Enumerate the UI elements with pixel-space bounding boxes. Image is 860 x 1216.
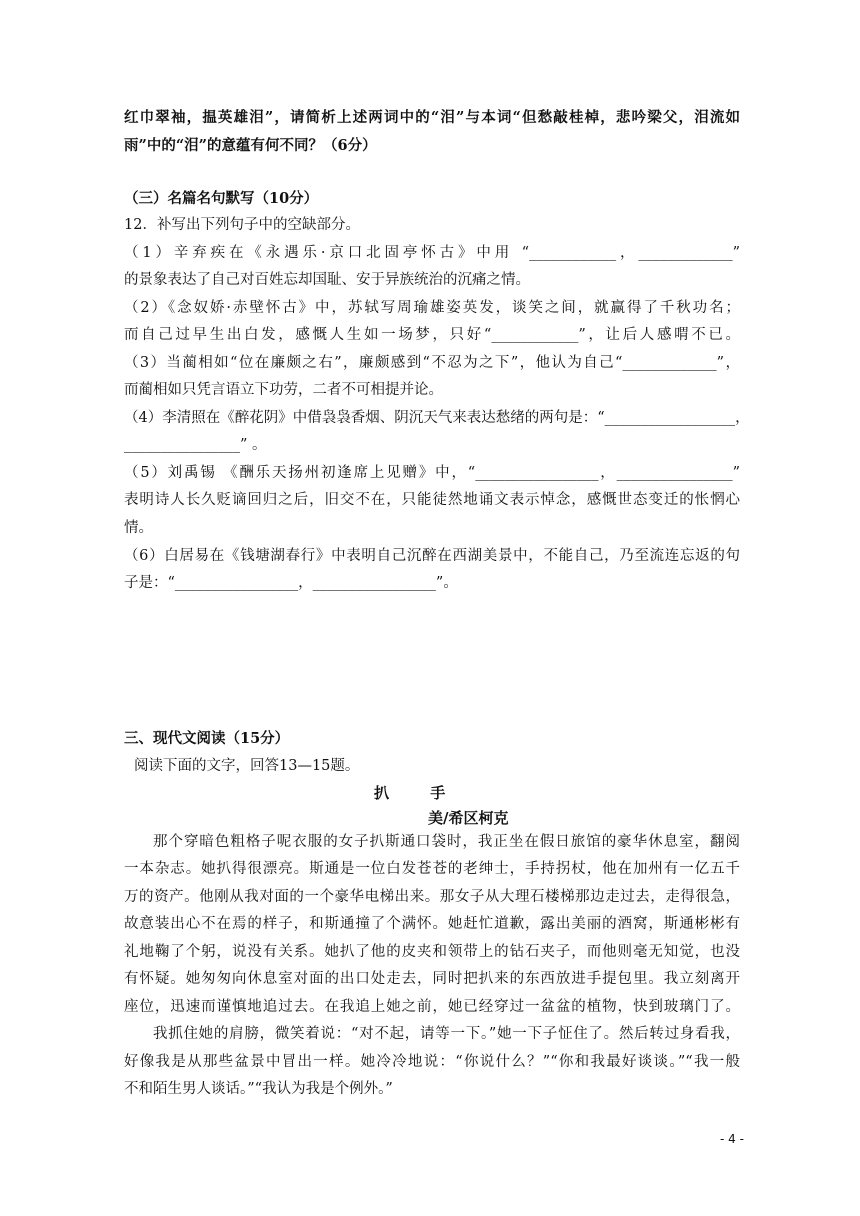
story-paragraph-line: 有怀疑。她匆匆向休息室对面的出口处走去，同时把扒来的东西放进手提包里。我立刻离开 — [124, 971, 740, 987]
fill-blank-line: 情。 — [124, 520, 153, 536]
question-text: 雨”中的“泪”的意蕴有何不同？（6分） — [124, 137, 377, 154]
fill-blank-line: （2）《念奴娇·赤壁怀古》中，苏轼写周瑜雄姿英发，谈笑之间，就赢得了千秋功名； — [124, 300, 740, 316]
question-text: 红巾翠袖，揾英雄泪”，请简析上述两词中的“泪”与本词“但愁敲桂棹，悲吟梁父，泪流如 — [124, 109, 740, 126]
story-author: 美/希区柯克 — [428, 809, 509, 827]
story-title: 扒 手 — [374, 784, 464, 802]
story-paragraph-line: 那个穿暗色粗格子呢衣服的女子扒斯通口袋时，我正坐在假日旅馆的豪华休息室，翻阅 — [153, 834, 740, 850]
reading-instruction: 阅读下面的文字，回答13—15题。 — [134, 758, 360, 774]
fill-blank-line: 的景象表达了自己对百姓忘却国耻、安于异族统治的沉痛之情。 — [124, 272, 530, 288]
fill-blank-line: 而自己过早生出白发，感慨人生如一场梦，只好“____________”，让后人感喟不已。 — [124, 327, 740, 343]
fill-blank-line: 表明诗人长久贬谪回归之后，旧交不在，只能徒然地诵文表示悼念，感慨世态变迁的怅惘心 — [124, 492, 740, 508]
fill-blank-line: （5）刘禹锡 《酬乐天扬州初逢席上见赠》中，“_________________，________________” — [124, 465, 740, 481]
question-number: 12．补写出下列句子中的空缺部分。 — [124, 217, 360, 233]
story-paragraph-line: 好像我是从那些盆景中冒出一样。她冷冷地说：“你说什么？”“你和我最好谈谈。”“我一般 — [124, 1054, 740, 1070]
page-number: - 4 - — [720, 1132, 744, 1146]
story-paragraph-line: 万的资产。他刚从我对面的一个豪华电梯出来。那女子从大理石楼梯那边走过去，走得很急， — [124, 889, 740, 905]
fill-blank-line: （1）辛弃疾在《永遇乐·京口北固亭怀古》中用 “____________，_____________” — [124, 245, 740, 261]
fill-blank-line: （3）当蔺相如“位在廉颇之右”，廉颇感到“不忍为之下”，他认为自己“_____________”， — [124, 355, 740, 371]
fill-blank-line: （4）李清照在《醉花阴》中借袅袅香烟、阴沉天气来表达愁绪的两句是：“__________________， — [124, 410, 750, 426]
section-heading: 三、现代文阅读（15分） — [124, 730, 290, 747]
story-paragraph-line: 我抓住她的肩膀，微笑着说：“对不起，请等一下。”她一下子怔住了。然后转过身看我， — [153, 1026, 740, 1042]
section-heading: （三）名篇名句默写（10分） — [124, 190, 319, 207]
fill-blank-line: 而蔺相如只凭言语立下功劳，二者不可相提并论。 — [124, 382, 443, 398]
story-paragraph-line: 礼地鞠了个躬，说没有关系。她扒了他的皮夹和领带上的钻石夹子，而他则毫无知觉，也没 — [124, 944, 740, 960]
fill-blank-line: 子是：“_________________，_________________”。 — [124, 575, 458, 591]
story-paragraph-line: 故意装出心不在焉的样子，和斯通撞了个满怀。她赶忙道歉，露出美丽的酒窝，斯通彬彬有 — [124, 916, 740, 932]
fill-blank-line: （6）白居易在《钱塘湖春行》中表明自己沉醉在西湖美景中，不能自己，乃至流连忘返的句 — [124, 548, 740, 564]
story-paragraph-line: 不和陌生男人谈话。”“我认为我是个例外。” — [124, 1081, 393, 1097]
fill-blank-line: ________________” 。 — [124, 437, 267, 453]
story-paragraph-line: 一本杂志。她扒得很漂亮。斯通是一位白发苍苍的老绅士，手持拐杖，他在加州有一亿五千 — [124, 861, 740, 877]
story-paragraph-line: 座位，迅速而谨慎地追过去。在我追上她之前，她已经穿过一盆盆的植物，快到玻璃门了。 — [124, 999, 740, 1015]
